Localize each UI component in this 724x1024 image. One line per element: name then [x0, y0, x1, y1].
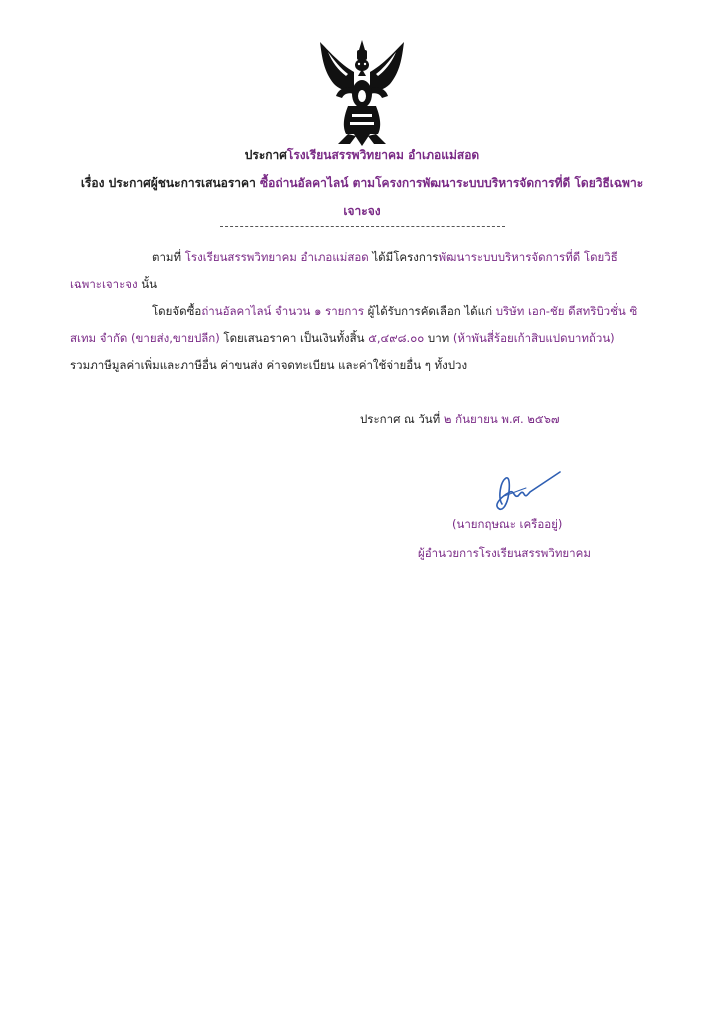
garuda-emblem-icon: [314, 38, 410, 148]
p2-amount-text: (ห้าพันสี่ร้อยเก้าสิบแปดบาทถ้วน): [452, 331, 615, 345]
p2-amount: ๕,๔๙๘.๐๐: [368, 331, 425, 345]
subject-label: เรื่อง ประกาศผู้ชนะการเสนอราคา: [80, 176, 256, 190]
paragraph-2-line-3: รวมภาษีมูลค่าเพิ่มและภาษีอื่น ค่าขนส่ง ค่าจดทะเบียน และค่าใช้จ่ายอื่น ๆ ทั้งปวง: [70, 358, 468, 372]
announcement-date: [360, 411, 560, 429]
paragraph-2-line-2: [70, 330, 615, 348]
p1-intro: ตามที่: [152, 250, 182, 264]
announce-date-value: ๒ กันยายน พ.ศ. ๒๕๖๗: [443, 412, 560, 426]
signatory-name: (นายกฤษณะ เครืออยู่): [452, 517, 563, 531]
p1-end: นั้น: [141, 277, 158, 291]
announce-label: ประกาศ ณ วันที่: [360, 412, 441, 426]
paragraph-1-line-2: [70, 276, 157, 294]
signatory-title: ผู้อำนวยการโรงเรียนสรรพวิทยาคม: [418, 546, 591, 560]
signature-icon: [480, 468, 564, 516]
p1-project: พัฒนาระบบบริหารจัดการที่ดี โดยวิธี: [438, 250, 618, 264]
p2-vendor-continued: สเทม จำกัด (ขายส่ง,ขายปลีก): [70, 331, 220, 345]
subject-detail: ซื้อถ่านอัลคาไลน์ ตามโครงการพัฒนาระบบบริหารจัดการที่ดี โดยวิธีเฉพาะ: [260, 176, 644, 190]
p1-project-continued: เฉพาะเจาะจง: [70, 277, 138, 291]
subject-detail-continued: เจาะจง: [343, 204, 381, 218]
p2-offer: โดยเสนอราคา เป็นเงินทั้งสิ้น: [223, 331, 365, 345]
paragraph-1-line-1: [152, 249, 618, 267]
p1-school: โรงเรียนสรรพวิทยาคม อำเภอแม่สอด: [184, 250, 369, 264]
title-divider: [220, 226, 505, 227]
p2-intro: โดยจัดซื้อ: [152, 304, 202, 318]
announcement-title: [0, 146, 724, 165]
p2-vendor: บริษัท เอก-ชัย ดีสทริบิวชั่น ซิ: [495, 304, 638, 318]
announcement-subject: [0, 174, 724, 193]
paragraph-2-line-1: [152, 303, 637, 321]
p2-currency: บาท: [427, 331, 450, 345]
p2-selected: ผู้ได้รับการคัดเลือก ได้แก่: [367, 304, 493, 318]
title-school: โรงเรียนสรรพวิทยาคม อำเภอแม่สอด: [286, 148, 480, 162]
p1-mid: ได้มีโครงการ: [372, 250, 439, 264]
p2-item: ถ่านอัลคาไลน์ จำนวน ๑ รายการ: [201, 304, 365, 318]
title-prefix: ประกาศ: [244, 148, 287, 162]
